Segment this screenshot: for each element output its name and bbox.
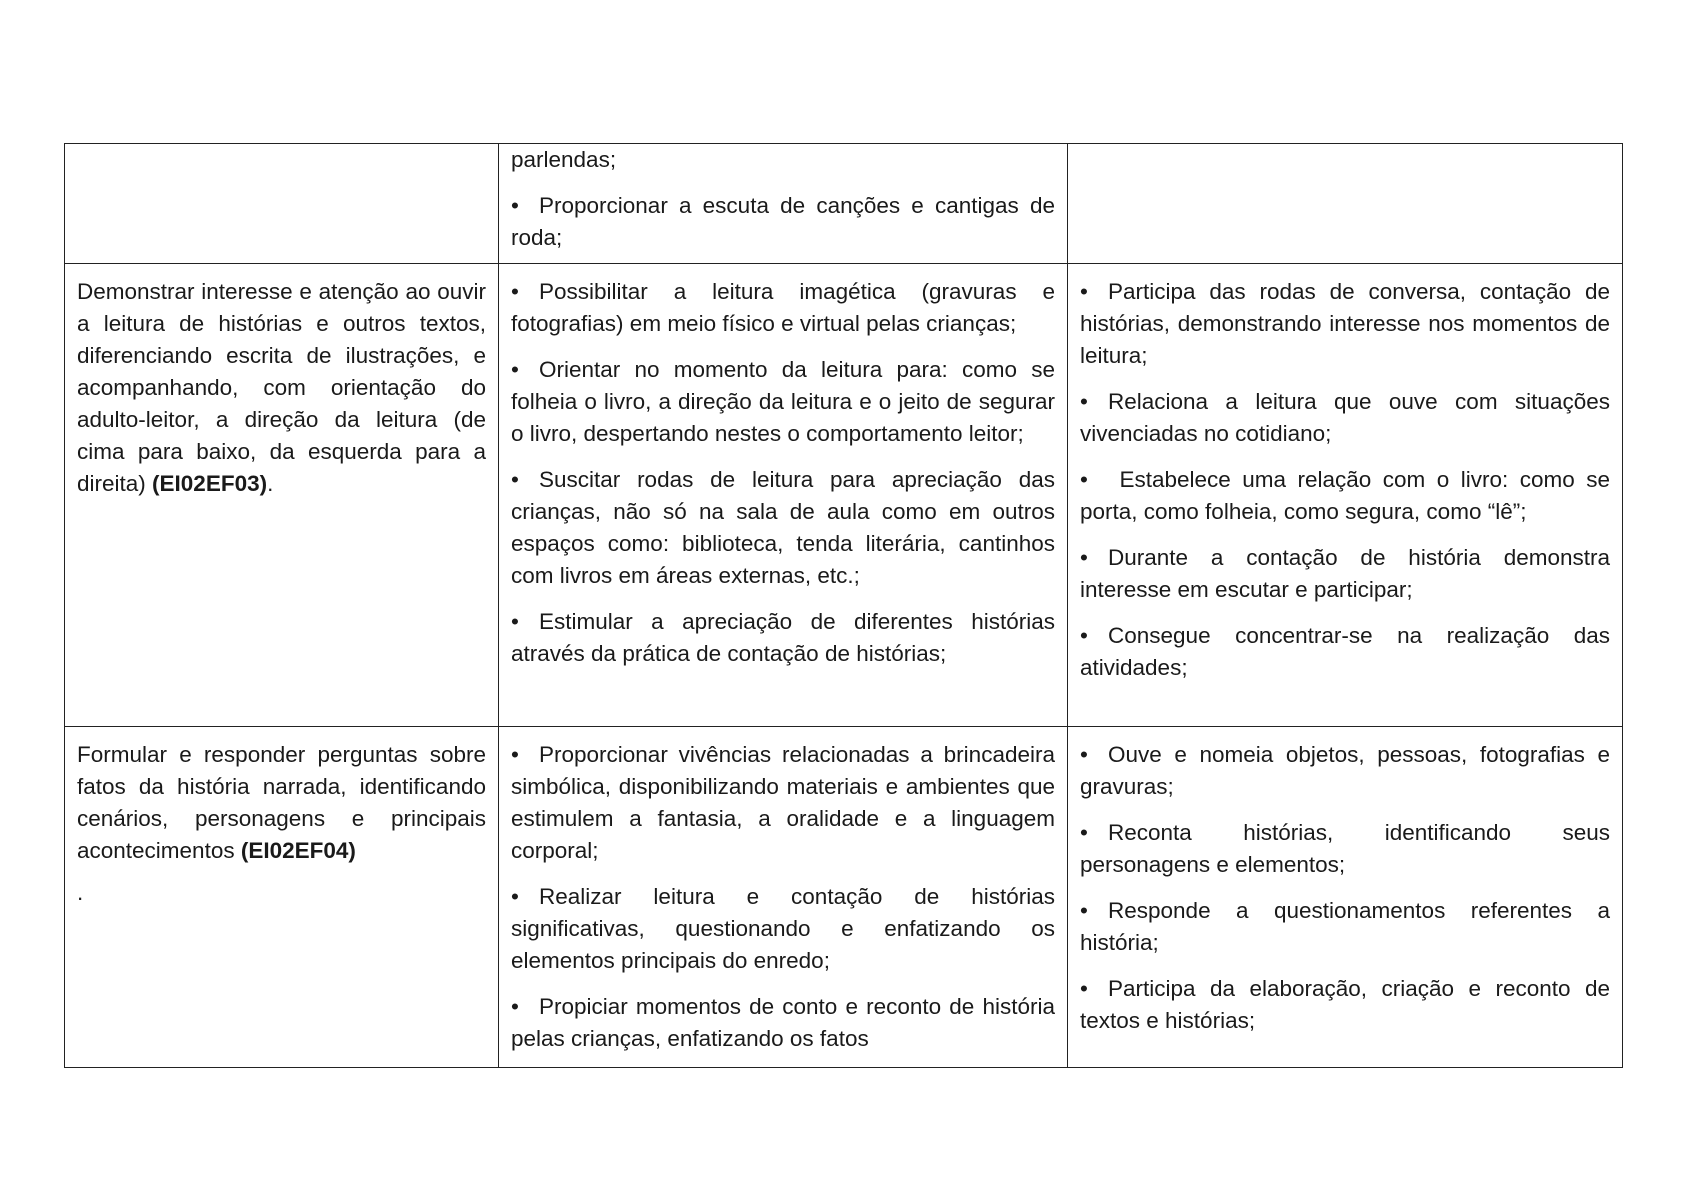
bullet-icon: •: [511, 357, 519, 382]
list-item-text: Relaciona a leitura que ouve com situações vivenciadas no cotidiano;: [1080, 389, 1610, 446]
strategies-cell: [499, 144, 1068, 264]
assessment-cell: [1068, 144, 1623, 264]
bullet-icon: •: [1080, 976, 1088, 1001]
continuation-text: parlendas;: [511, 147, 617, 172]
strategies-list: [511, 190, 1055, 254]
strategies-list: [511, 276, 1055, 670]
bullet-icon: •: [511, 994, 519, 1019]
table-row: [65, 264, 1623, 727]
list-item: [1080, 464, 1610, 528]
list-item-text: Responde a questionamentos referentes a história;: [1080, 898, 1610, 955]
list-item-text: Propiciar momentos de conto e reconto de história pelas crianças, enfatizando os fatos: [511, 994, 1055, 1051]
curriculum-table: [64, 143, 1623, 1068]
list-item: [511, 190, 1055, 254]
objective-text: Formular e responder perguntas sobre fatos da história narrada, identificando cenários, personagens e principais acontecimentos: [77, 742, 486, 863]
list-item-text: Participa da elaboração, criação e reconto de textos e histórias;: [1080, 976, 1610, 1033]
bullet-icon: •: [1080, 467, 1088, 492]
list-item: [1080, 620, 1610, 684]
list-item: [1080, 739, 1610, 803]
list-item-text: Proporcionar a escuta de canções e cantigas de roda;: [511, 193, 1055, 250]
list-item-text: Consegue concentrar-se na realização das atividades;: [1080, 623, 1610, 680]
list-item-text: Realizar leitura e contação de histórias significativas, questionando e enfatizando os elementos principais do enredo;: [511, 884, 1055, 973]
strategies-cell: [499, 264, 1068, 727]
objective-code: (EI02EF04): [240, 838, 356, 863]
list-item: [1080, 973, 1610, 1037]
list-item: [511, 606, 1055, 670]
list-item-text: Orientar no momento da leitura para: como se folheia o livro, a direção da leitura e o jeito de segurar o livro, despertando nestes o comportamento leitor;: [511, 357, 1055, 446]
bullet-icon: •: [1080, 898, 1088, 923]
bullet-icon: •: [511, 609, 519, 634]
bullet-icon: •: [1080, 742, 1088, 767]
objective-paragraph: [77, 739, 486, 867]
objective-code-suffix: .: [267, 471, 274, 496]
objective-cell: [65, 727, 499, 1068]
bullet-icon: •: [1080, 820, 1088, 845]
bullet-icon: •: [1080, 623, 1088, 648]
bullet-icon: •: [1080, 389, 1088, 414]
assessment-list: [1080, 739, 1610, 1037]
bullet-icon: •: [1080, 545, 1088, 570]
objective-paragraph: [77, 276, 486, 500]
list-item: [511, 276, 1055, 340]
list-item-text: Possibilitar a leitura imagética (gravuras e fotografias) em meio físico e virtual pelas crianças;: [511, 279, 1055, 336]
objective-text: Demonstrar interesse e atenção ao ouvir a leitura de histórias e outros textos, diferenciando escrita de ilustrações, e acompanhando, com orientação do adulto-leitor, a direção da leitura (de cima para baixo, da esquerda para a direita): [77, 279, 486, 496]
bullet-icon: •: [511, 742, 519, 767]
assessment-cell: [1068, 264, 1623, 727]
list-item-text: Durante a contação de história demonstra interesse em escutar e participar;: [1080, 545, 1610, 602]
bullet-icon: •: [511, 467, 519, 492]
list-item: [1080, 542, 1610, 606]
list-item: [1080, 276, 1610, 372]
list-item: [511, 464, 1055, 592]
objective-cell: [65, 144, 499, 264]
list-item: [511, 739, 1055, 867]
table-row: [65, 144, 1623, 264]
strategies-list: [511, 739, 1055, 1055]
strategies-cell: [499, 727, 1068, 1068]
table-row: [65, 727, 1623, 1068]
list-item-text: Proporcionar vivências relacionadas a brincadeira simbólica, disponibilizando materiais e ambientes que estimulem a fantasia, a oralidade e a linguagem corporal;: [511, 742, 1055, 863]
list-item: [1080, 817, 1610, 881]
list-item-text: Estimular a apreciação de diferentes histórias através da prática de contação de histórias;: [511, 609, 1055, 666]
objective-code: (EI02EF03): [152, 471, 268, 496]
assessment-list: [1080, 276, 1610, 684]
list-item: [1080, 895, 1610, 959]
list-item-text: Participa das rodas de conversa, contação de histórias, demonstrando interesse nos momentos de leitura;: [1080, 279, 1610, 368]
objective-cell: [65, 264, 499, 727]
bullet-icon: •: [511, 193, 519, 218]
list-item-text: Reconta histórias, identificando seus personagens e elementos;: [1080, 820, 1610, 877]
bullet-icon: •: [511, 884, 519, 909]
list-item-text: Ouve e nomeia objetos, pessoas, fotografias e gravuras;: [1080, 742, 1610, 799]
list-item: [1080, 386, 1610, 450]
list-item-text: Suscitar rodas de leitura para apreciação das crianças, não só na sala de aula como em outros espaços como: biblioteca, tenda literária, cantinhos com livros em áreas externas, etc.;: [511, 467, 1055, 588]
trailing-period: .: [77, 880, 84, 905]
bullet-icon: •: [1080, 279, 1088, 304]
strategies-clip: [511, 739, 1055, 1055]
list-item-text: Estabelece uma relação com o livro: como se porta, como folheia, como segura, como “lê”;: [1080, 467, 1610, 524]
bullet-icon: •: [511, 279, 519, 304]
assessment-cell: [1068, 727, 1623, 1068]
list-item: [511, 354, 1055, 450]
list-item: [511, 991, 1055, 1055]
list-item: [511, 881, 1055, 977]
